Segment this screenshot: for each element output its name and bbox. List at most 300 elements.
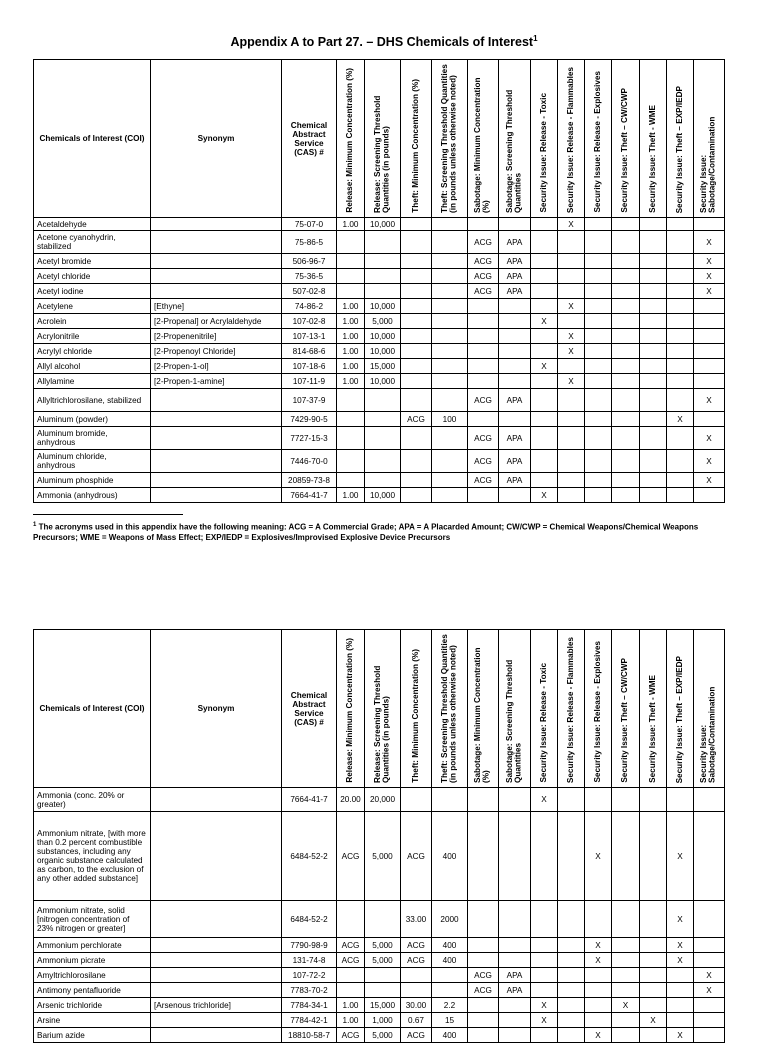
table-cell [667, 968, 694, 983]
table-cell [531, 412, 558, 427]
table-cell [432, 473, 468, 488]
table-cell [612, 299, 640, 314]
table-cell [337, 968, 365, 983]
table-cell [432, 269, 468, 284]
table-cell [558, 983, 585, 998]
table-cell: APA [499, 389, 531, 412]
table-cell: ACG [468, 450, 499, 473]
table-cell: 10,000 [365, 488, 401, 503]
chemical-name-cell: Acetone cyanohydrin, stabilized [34, 231, 151, 254]
table-cell: X [694, 473, 725, 488]
table-cell [612, 231, 640, 254]
column-header: Chemical Abstract Service (CAS) # [282, 60, 337, 218]
table-cell [585, 218, 612, 231]
table-cell [667, 359, 694, 374]
table-cell [499, 299, 531, 314]
table-cell: ACG [337, 812, 365, 901]
table-cell: 2.2 [432, 998, 468, 1013]
table-cell [585, 488, 612, 503]
table-cell: X [694, 983, 725, 998]
synonym-cell: [2-Propenal] or Acrylaldehyde [151, 314, 282, 329]
table-cell [401, 231, 432, 254]
table-cell [499, 412, 531, 427]
column-header [401, 60, 432, 218]
column-header-label: Security Issue: Theft - WME [647, 105, 657, 213]
table-cell [585, 314, 612, 329]
table-cell [585, 284, 612, 299]
table-cell [612, 329, 640, 344]
chemical-name-cell: Aluminum bromide, anhydrous [34, 427, 151, 450]
chemical-name-cell: Allylamine [34, 374, 151, 389]
table-cell [401, 450, 432, 473]
table-cell [337, 450, 365, 473]
table-cell [640, 983, 667, 998]
table-cell: APA [499, 473, 531, 488]
table-cell [337, 427, 365, 450]
table-row [34, 254, 725, 269]
table-cell: ACG [468, 254, 499, 269]
table-cell [585, 359, 612, 374]
column-header [365, 60, 401, 218]
table-cell: X [531, 314, 558, 329]
table-cell [612, 284, 640, 299]
table-cell [365, 269, 401, 284]
table-cell [640, 788, 667, 812]
cas-number-cell: 7664-41-7 [282, 788, 337, 812]
synonym-cell [151, 450, 282, 473]
cas-number-cell: 507-02-8 [282, 284, 337, 299]
column-header [558, 630, 585, 788]
table-cell: X [694, 968, 725, 983]
synonym-cell [151, 1013, 282, 1028]
table-cell [531, 218, 558, 231]
cas-number-cell: 107-11-9 [282, 374, 337, 389]
column-header [531, 60, 558, 218]
table-cell [432, 450, 468, 473]
table-cell: 0.67 [401, 1013, 432, 1028]
table-cell [531, 389, 558, 412]
table-cell [667, 284, 694, 299]
table-cell [640, 231, 667, 254]
chemicals-table-2 [33, 629, 725, 1043]
table-cell [401, 488, 432, 503]
table-cell [499, 359, 531, 374]
table-cell [365, 412, 401, 427]
column-header-label: Security Issue: Theft – EXP/IEDP [674, 655, 684, 783]
table-cell: APA [499, 983, 531, 998]
table-cell [365, 254, 401, 269]
cas-number-cell: 7784-34-1 [282, 998, 337, 1013]
table-cell: ACG [468, 968, 499, 983]
table-cell: 1.00 [337, 488, 365, 503]
table-row [34, 983, 725, 998]
table-cell [531, 938, 558, 953]
table-cell [337, 284, 365, 299]
cas-number-cell: 75-86-5 [282, 231, 337, 254]
column-header [694, 60, 725, 218]
table-cell: X [612, 998, 640, 1013]
table-row [34, 344, 725, 359]
synonym-cell [151, 788, 282, 812]
table-cell [337, 269, 365, 284]
table-cell [468, 374, 499, 389]
table-cell [694, 1013, 725, 1028]
table-cell [558, 998, 585, 1013]
table-cell [667, 269, 694, 284]
column-header [667, 60, 694, 218]
table-cell [694, 998, 725, 1013]
chemical-name-cell: Amyltrichlorosilane [34, 968, 151, 983]
table-cell [612, 374, 640, 389]
cas-number-cell: 107-13-1 [282, 329, 337, 344]
table-cell: 5,000 [365, 938, 401, 953]
chemical-name-cell: Ammonium nitrate, solid [nitrogen concentration of 23% nitrogen or greater] [34, 901, 151, 938]
table-cell [667, 473, 694, 488]
table-cell [667, 299, 694, 314]
table-cell [585, 299, 612, 314]
table-cell: ACG [468, 983, 499, 998]
synonym-cell: [2-Propenenitrile] [151, 329, 282, 344]
table-cell [531, 473, 558, 488]
table-cell [401, 254, 432, 269]
table-cell [640, 1028, 667, 1043]
column-header-label: Theft: Minimum Concentration (%) [410, 649, 420, 783]
table-cell: ACG [468, 269, 499, 284]
column-header: Chemicals of Interest (COI) [34, 60, 151, 218]
table-cell [499, 953, 531, 968]
table-cell [585, 269, 612, 284]
table-cell [401, 473, 432, 488]
table-cell [694, 218, 725, 231]
column-header [365, 630, 401, 788]
table-cell: X [531, 1013, 558, 1028]
synonym-cell [151, 812, 282, 901]
table-cell [585, 389, 612, 412]
table-cell [499, 218, 531, 231]
chemicals-table-1 [33, 59, 725, 503]
table-cell [401, 359, 432, 374]
table-cell [640, 344, 667, 359]
table-cell [640, 953, 667, 968]
table-cell [401, 329, 432, 344]
table-cell: ACG [468, 473, 499, 488]
table-cell [667, 788, 694, 812]
table-cell [585, 788, 612, 812]
table-cell: APA [499, 968, 531, 983]
table-cell [667, 1013, 694, 1028]
table-row [34, 812, 725, 901]
table-cell [694, 1028, 725, 1043]
table-header-row [34, 60, 725, 218]
cas-number-cell: 7783-70-2 [282, 983, 337, 998]
table-cell: 15 [432, 1013, 468, 1028]
table-cell [499, 901, 531, 938]
table-cell [694, 788, 725, 812]
table-cell [531, 254, 558, 269]
table-cell: X [667, 812, 694, 901]
cas-number-cell: 814-68-6 [282, 344, 337, 359]
table-cell [401, 344, 432, 359]
chemical-name-cell: Acetaldehyde [34, 218, 151, 231]
synonym-cell [151, 953, 282, 968]
table-cell [432, 231, 468, 254]
table-cell [432, 299, 468, 314]
column-header [499, 60, 531, 218]
cas-number-cell: 7727-15-3 [282, 427, 337, 450]
table-cell: ACG [337, 953, 365, 968]
table-cell [337, 983, 365, 998]
table-cell [612, 218, 640, 231]
table-cell: 20.00 [337, 788, 365, 812]
table-row [34, 473, 725, 488]
table-row [34, 412, 725, 427]
table-cell: X [558, 299, 585, 314]
table-row [34, 389, 725, 412]
table-cell [694, 359, 725, 374]
table-row [34, 314, 725, 329]
synonym-cell [151, 938, 282, 953]
table-cell [432, 983, 468, 998]
table-cell [558, 450, 585, 473]
synonym-cell: [2-Propenoyl Chloride] [151, 344, 282, 359]
table-cell [585, 998, 612, 1013]
table-cell [612, 901, 640, 938]
chemical-name-cell: Ammonia (anhydrous) [34, 488, 151, 503]
table-cell: 15,000 [365, 359, 401, 374]
synonym-cell [151, 389, 282, 412]
table-cell [612, 450, 640, 473]
table-cell [612, 473, 640, 488]
table-cell [365, 427, 401, 450]
table-cell: X [667, 1028, 694, 1043]
chemical-name-cell: Arsine [34, 1013, 151, 1028]
table-cell [640, 254, 667, 269]
table-cell [401, 983, 432, 998]
chemical-name-cell: Aluminum phosphide [34, 473, 151, 488]
table-cell [667, 344, 694, 359]
table-cell [558, 427, 585, 450]
table-cell [401, 788, 432, 812]
table-cell: 1.00 [337, 344, 365, 359]
table-row [34, 299, 725, 314]
table-cell: 30.00 [401, 998, 432, 1013]
column-header [337, 60, 365, 218]
table-cell: ACG [468, 389, 499, 412]
table-cell [640, 374, 667, 389]
column-header [585, 60, 612, 218]
cas-number-cell: 131-74-8 [282, 953, 337, 968]
table-cell: ACG [401, 953, 432, 968]
table-cell [585, 968, 612, 983]
column-header [612, 630, 640, 788]
column-header-label: Release: Screening Threshold Quantities (in pounds) [372, 95, 391, 213]
column-header-label: Sabotage: Minimum Concentration (%) [473, 647, 491, 783]
table-cell [337, 473, 365, 488]
table-cell: X [531, 359, 558, 374]
column-header-label: Theft: Screening Threshold Quantities (in pounds unless otherwise noted) [439, 64, 458, 213]
column-header [432, 60, 468, 218]
table-cell: X [531, 998, 558, 1013]
table-cell: X [531, 788, 558, 812]
column-header [640, 60, 667, 218]
table-cell [337, 254, 365, 269]
table-cell [612, 812, 640, 901]
table-cell: 100 [432, 412, 468, 427]
table-cell [585, 374, 612, 389]
cas-number-cell: 7784-42-1 [282, 1013, 337, 1028]
cas-number-cell: 107-37-9 [282, 389, 337, 412]
table-cell [585, 329, 612, 344]
table-cell [337, 389, 365, 412]
table-cell [640, 412, 667, 427]
table-cell: 2000 [432, 901, 468, 938]
table-cell [558, 412, 585, 427]
table-cell: 1.00 [337, 314, 365, 329]
table-cell: 400 [432, 938, 468, 953]
synonym-cell [151, 1028, 282, 1043]
table-cell [585, 983, 612, 998]
column-header-label: Sabotage: Minimum Concentration (%) [473, 77, 491, 213]
cas-number-cell: 107-02-8 [282, 314, 337, 329]
table-cell [365, 473, 401, 488]
column-header-label: Security Issue: Release - Explosives [592, 71, 602, 213]
cas-number-cell: 18810-58-7 [282, 1028, 337, 1043]
table-cell [401, 374, 432, 389]
table-cell [468, 314, 499, 329]
column-header-label: Security Issue: Theft – EXP/IEDP [674, 85, 684, 213]
table-cell: X [558, 329, 585, 344]
table-cell [640, 968, 667, 983]
table-cell [640, 450, 667, 473]
table-cell [531, 299, 558, 314]
table-cell [499, 998, 531, 1013]
table-cell [558, 812, 585, 901]
column-header [667, 630, 694, 788]
table-cell: 1.00 [337, 998, 365, 1013]
synonym-cell [151, 427, 282, 450]
table-cell [612, 412, 640, 427]
table-cell: ACG [401, 412, 432, 427]
table-cell [640, 269, 667, 284]
table-cell [558, 389, 585, 412]
table-cell: APA [499, 427, 531, 450]
synonym-cell: [2-Propen-1-ol] [151, 359, 282, 374]
table-cell: 400 [432, 953, 468, 968]
table-cell [432, 488, 468, 503]
table-cell [531, 374, 558, 389]
column-header-label: Theft: Screening Threshold Quantities (in pounds unless otherwise noted) [439, 634, 458, 783]
table-cell [667, 427, 694, 450]
table-cell [468, 412, 499, 427]
table-cell [337, 412, 365, 427]
table-row [34, 488, 725, 503]
chemical-name-cell: Acrylyl chloride [34, 344, 151, 359]
chemical-name-cell: Acetyl iodine [34, 284, 151, 299]
table-cell: 400 [432, 812, 468, 901]
table-cell [531, 329, 558, 344]
table-cell [365, 901, 401, 938]
table-cell [432, 968, 468, 983]
table-cell: X [558, 218, 585, 231]
table-cell [612, 1028, 640, 1043]
table-cell [531, 968, 558, 983]
table-cell: 10,000 [365, 329, 401, 344]
table-cell [499, 1028, 531, 1043]
synonym-cell [151, 412, 282, 427]
table-cell: APA [499, 450, 531, 473]
chemical-name-cell: Acetyl bromide [34, 254, 151, 269]
cas-number-cell: 7429-90-5 [282, 412, 337, 427]
table-cell: 10,000 [365, 299, 401, 314]
table-cell [640, 218, 667, 231]
table-cell [585, 427, 612, 450]
table-cell: APA [499, 269, 531, 284]
table-cell [432, 254, 468, 269]
table-cell [558, 788, 585, 812]
table-cell [585, 344, 612, 359]
footnote: $^1$ The acronyms used in this appendix have the following meaning: ACG = A Commercial Grade; APA = A Placarded Amount; CW/CWP = Chemical Weapons/Chemical Weapons Precursors; WME = Weapons of Mass Effect; EXP/IEDP = Explosives/Improvised Explosive Device Precursors [33, 522, 699, 543]
cas-number-cell: 107-18-6 [282, 359, 337, 374]
column-header [468, 60, 499, 218]
table-cell [558, 1013, 585, 1028]
table-cell [531, 284, 558, 299]
table-cell [365, 983, 401, 998]
table-cell [694, 329, 725, 344]
table-cell [531, 269, 558, 284]
page-title: Appendix A to Part 27. – DHS Chemicals of Interest$^1$ [230, 34, 538, 50]
table-cell [401, 284, 432, 299]
table-cell [401, 314, 432, 329]
table-cell [468, 1028, 499, 1043]
table-cell [694, 412, 725, 427]
column-header-label: Security Issue: Sabotage/Contamination [699, 686, 717, 783]
table-cell [612, 269, 640, 284]
cas-number-cell: 107-72-2 [282, 968, 337, 983]
table-cell [401, 299, 432, 314]
synonym-cell [151, 284, 282, 299]
table-cell: 400 [432, 1028, 468, 1043]
table-cell [468, 953, 499, 968]
table-cell [401, 389, 432, 412]
table-cell [667, 389, 694, 412]
table-row [34, 938, 725, 953]
column-header-label: Security Issue: Release - Flammables [565, 66, 575, 213]
table-cell [667, 488, 694, 503]
cas-number-cell: 6484-52-2 [282, 901, 337, 938]
table-cell [612, 254, 640, 269]
table-cell: X [585, 812, 612, 901]
table-cell [337, 231, 365, 254]
table-cell: X [667, 901, 694, 938]
chemical-name-cell: Aluminum (powder) [34, 412, 151, 427]
table-cell [640, 389, 667, 412]
table-cell: X [694, 389, 725, 412]
table-cell [499, 488, 531, 503]
table-cell: 1.00 [337, 1013, 365, 1028]
table-cell [558, 488, 585, 503]
table-cell [401, 427, 432, 450]
table-cell [612, 968, 640, 983]
table-cell: 33.00 [401, 901, 432, 938]
table-cell [468, 1013, 499, 1028]
table-cell [640, 488, 667, 503]
table-cell [558, 359, 585, 374]
column-header: Chemicals of Interest (COI) [34, 630, 151, 788]
column-header [499, 630, 531, 788]
table-row [34, 1028, 725, 1043]
column-header [640, 630, 667, 788]
table-cell [667, 374, 694, 389]
